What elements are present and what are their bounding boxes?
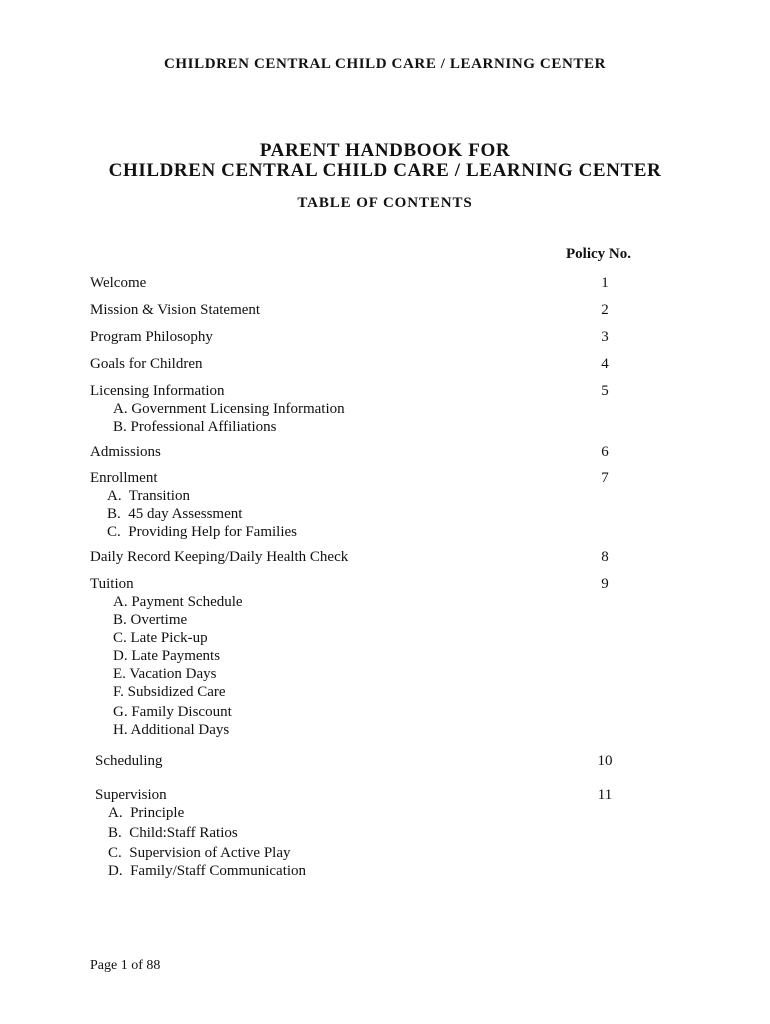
- page-footer: Page 1 of 88: [90, 958, 161, 973]
- toc-entry-title: Daily Record Keeping/Daily Health Check: [90, 549, 349, 565]
- toc-subitem: C. Supervision of Active Play: [108, 845, 291, 861]
- toc-entry-policy-number: 11: [597, 787, 613, 803]
- toc-subitem: G. Family Discount: [113, 704, 232, 720]
- toc-subitem: D. Family/Staff Communication: [108, 863, 307, 879]
- policy-column-heading: Policy No.: [566, 246, 631, 262]
- toc-subitem: B. 45 day Assessment: [107, 506, 243, 522]
- toc-entry-title: Goals for Children: [90, 356, 203, 372]
- document-header: CHILDREN CENTRAL CHILD CARE / LEARNING CENTER: [163, 56, 607, 72]
- toc-entry-title: Program Philosophy: [90, 329, 213, 345]
- toc-entry-title: Licensing Information: [90, 383, 225, 399]
- toc-subitem: C. Providing Help for Families: [107, 524, 297, 540]
- toc-entry-title: Admissions: [90, 444, 161, 460]
- toc-entry-title: Scheduling: [95, 753, 163, 769]
- toc-entry-policy-number: 10: [597, 753, 613, 769]
- toc-entry-title: Welcome: [90, 275, 147, 291]
- toc-entry-policy-number: 8: [601, 549, 609, 565]
- toc-subitem: B. Professional Affiliations: [113, 419, 277, 435]
- toc-entry-title: Enrollment: [90, 470, 158, 486]
- toc-entry-policy-number: 5: [601, 383, 609, 399]
- toc-subitem: F. Subsidized Care: [113, 684, 226, 700]
- toc-subitem: A. Payment Schedule: [113, 594, 243, 610]
- toc-entry-policy-number: 9: [601, 576, 609, 592]
- toc-entry-policy-number: 7: [601, 470, 609, 486]
- toc-subitem: C. Late Pick-up: [113, 630, 208, 646]
- toc-subitem: B. Child:Staff Ratios: [108, 825, 238, 841]
- toc-subitem: B. Overtime: [113, 612, 188, 628]
- toc-entry-title: Supervision: [95, 787, 167, 803]
- toc-entry-policy-number: 6: [601, 444, 609, 460]
- handbook-title-line1: PARENT HANDBOOK FOR: [259, 140, 511, 161]
- toc-entry-policy-number: 4: [601, 356, 609, 372]
- toc-entry-policy-number: 1: [601, 275, 609, 291]
- toc-entry-policy-number: 2: [601, 302, 609, 318]
- toc-subitem: A. Government Licensing Information: [113, 401, 345, 417]
- toc-entry-title: Tuition: [90, 576, 134, 592]
- toc-entry-title: Mission & Vision Statement: [90, 302, 261, 318]
- toc-entry-policy-number: 3: [601, 329, 609, 345]
- toc-subitem: A. Transition: [107, 488, 190, 504]
- toc-subitem: E. Vacation Days: [113, 666, 217, 682]
- handbook-title-line2: CHILDREN CENTRAL CHILD CARE / LEARNING CENTER: [108, 160, 662, 181]
- toc-subitem: A. Principle: [108, 805, 185, 821]
- toc-subitem: D. Late Payments: [113, 648, 221, 664]
- toc-heading: TABLE OF CONTENTS: [297, 195, 473, 211]
- toc-subitem: H. Additional Days: [113, 722, 230, 738]
